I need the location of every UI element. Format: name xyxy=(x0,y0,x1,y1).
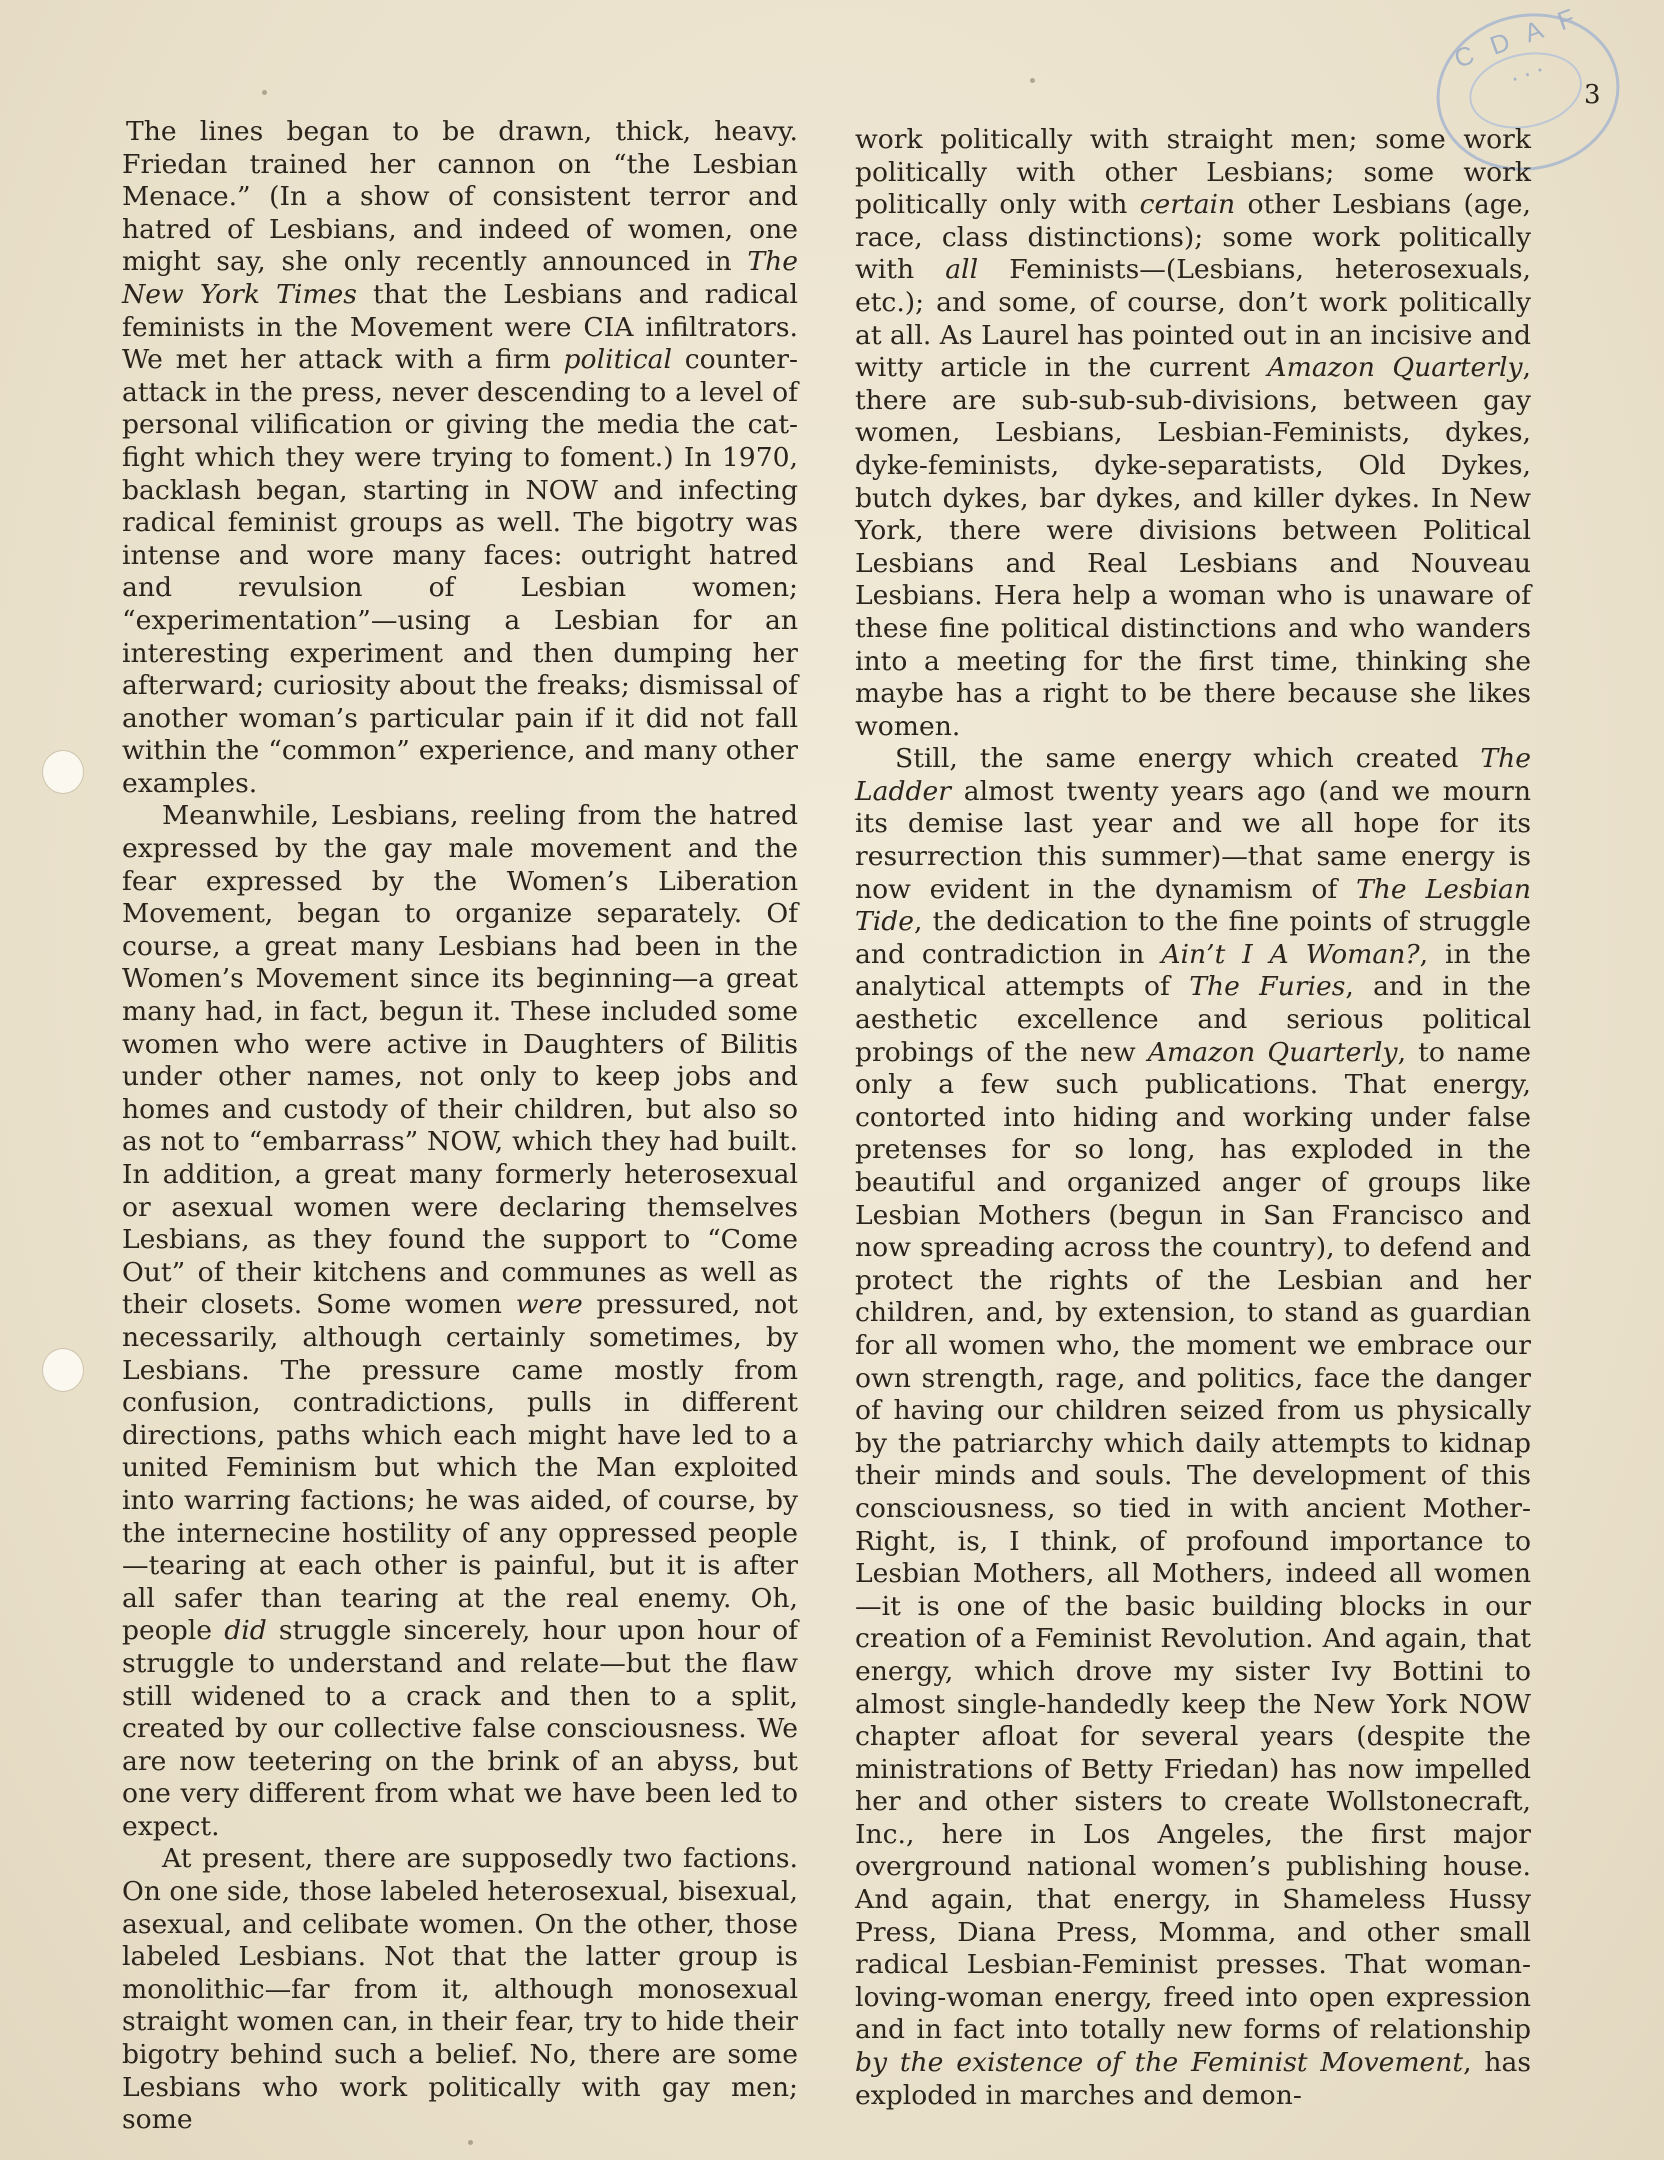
text-run: that the Lesbians and radical feminists in the Movement were CIA infiltrators. We met her attack with a firm xyxy=(122,278,798,376)
italic-text: Amazon Quarterly xyxy=(1147,1036,1398,1068)
italic-text: political xyxy=(563,344,673,376)
text-run: struggle sincerely, hour upon hour of struggle to understand and relate—but the flaw still widened to a crack and then to a split, created by our collective false consciousness. We are now teetering on the brink of an abyss, but one very different from what we have been led to expect. xyxy=(122,1615,798,1842)
paragraph xyxy=(122,800,798,1843)
left-column xyxy=(122,116,798,2137)
italic-text: by the existence of the Feminist Movement xyxy=(855,2047,1464,2079)
text-run: , has exploded in marches and demon- xyxy=(855,2047,1531,2111)
paragraph xyxy=(855,124,1531,743)
text-run: , there are sub-sub-sub-divisions, between gay women, Lesbians, Lesbian-Feminists, dykes, dyke-feminists, dyke-separatists, Old Dykes, butch dykes, bar dykes, and killer dykes. In New York, there were divisions between Political Lesbians and Real Lesbians and Nouveau Lesbians. Hera help a woman who is unaware of these fine political distinctions and who wanders into a meeting for the first time, thinking she maybe has a right to be there because she likes women. xyxy=(855,352,1531,742)
text-run: Feminists—(Lesbians, heterosexuals, etc.); and some, of course, don’t work politically at all. As Laurel has pointed out in an incisive and witty article in the current xyxy=(855,254,1531,384)
italic-text: certain xyxy=(1139,189,1236,221)
stamp-text: C D A F ... xyxy=(1450,0,1585,88)
italic-text: Amazon Quarterly xyxy=(1267,352,1523,384)
print-speck xyxy=(468,2140,473,2145)
text-run: , the dedication to the fine points of struggle and contradiction in xyxy=(855,906,1531,970)
italic-text: The Lesbian Tide xyxy=(855,873,1531,938)
binder-hole-top xyxy=(42,750,84,794)
paragraph xyxy=(122,1843,798,2136)
text-run: The lines began to be drawn, thick, heavy. Friedan trained her cannon on “the Lesbian Menace.” (In a show of consistent terror and hatred of Lesbians, and indeed of women, one might say, she only recently announced in xyxy=(122,116,798,278)
text-run: almost twenty years ago (and we mourn its demise last year and we all hope for its resurrection this summer)—that same energy is now evident in the dynamism of xyxy=(855,775,1531,905)
text-run: other Lesbians (age, race, class distinctions); some work politically with xyxy=(855,189,1531,286)
text-run: At present, there are supposedly two factions. On one side, those labeled heterosexual, bisexual, asexual, and celibate women. On the other, those labeled Lesbians. Not that the latter group is monolithic—far from it, although monosexual straight women can, in their fear, try to hide their bigotry behind such a belief. No, there are some Lesbians who work politically with gay men; some xyxy=(122,1843,798,2136)
italic-text: The Furies xyxy=(1189,971,1346,1003)
paragraph xyxy=(122,116,798,800)
text-run: Still, the same energy which created xyxy=(895,743,1481,775)
print-speck xyxy=(1030,78,1035,83)
text-run: , in the analytical attempts of xyxy=(855,938,1532,1003)
text-run: , to name only a few such publications. That energy, contorted into hiding and working under false pretenses for so long, has exploded in the beautiful and organized anger of groups like Lesbian Mothers (begun in San Francisco and now spreading across the country), to defend and protect the rights of the Lesbian and her children, and, by extension, to stand as guardian for all women who, the moment we embrace our own strength, rage, and politics, face the danger of having our children seized from us physically by the patriarchy which daily attempts to kidnap their minds and souls. The development of this consciousness, so tied in with ancient Mother-Right, is, I think, of profound importance to Lesbian Mothers, all Mothers, indeed all women—it is one of the basic building blocks in our creation of a Feminist Revolution. And again, that energy, which drove my sister Ivy Bottini to almost single-handedly keep the New York NOW chapter afloat for several years (despite the ministrations of Betty Friedan) has now impelled her and other sisters to create Wollstonecraft, Inc., here in Los Angeles, the first major overground national women’s publishing house. And again, that energy, in Shameless Hussy Press, Diana Press, Momma, and other small radical Lesbian-Feminist presses. That woman-loving-woman energy, freed into open expression and in fact into totally new forms of relationship xyxy=(855,1036,1531,2046)
right-column xyxy=(855,124,1531,2112)
print-speck xyxy=(262,90,267,95)
italic-text: Ain’t I A Woman? xyxy=(1161,938,1420,970)
italic-text: The Ladder xyxy=(855,743,1531,807)
italic-text: The New York Times xyxy=(122,246,798,310)
paragraph xyxy=(855,743,1531,2112)
italic-text: did xyxy=(224,1615,267,1647)
page-number: 3 xyxy=(1584,80,1601,110)
binder-hole-bottom xyxy=(42,1348,84,1392)
italic-text: all xyxy=(945,254,979,286)
text-run: Meanwhile, Lesbians, reeling from the hatred expressed by the gay male movement and the fear expressed by the Women’s Liberation Movement, began to organize separately. Of course, a great many Lesbians had been in the Women’s Movement since its beginning—a great many had, in fact, begun it. These included some women who were active in Daughters of Bilitis under other names, not only to keep jobs and homes and custody of their children, but also so as not to “embarrass” NOW, which they had built. In addition, a great many formerly heterosexual or asexual women were declaring themselves Lesbians, as they found the support to “Come Out” of their kitchens and communes as well as their closets. Some women xyxy=(122,800,798,1321)
text-run: work politically with straight men; some work politically with other Lesbians; some work politically only with xyxy=(855,124,1531,221)
italic-text: were xyxy=(515,1289,583,1321)
text-run: pressured, not necessarily, although certainly sometimes, by Lesbians. The pressure came mostly from confusion, contradictions, pulls in different directions, paths which each might have led to a united Feminism but which the Man exploited into warring factions; he was aided, of course, by the internecine hostility of any oppressed people—tearing at each other is painful, but it is after all safer than tearing at the real enemy. Oh, people xyxy=(122,1289,798,1647)
text-run: counter-attack in the press, never descending to a level of personal vilification or giving the media the cat-fight which they were trying to foment.) In 1970, backlash began, starting in NOW and infecting radical feminist groups as well. The bigotry was intense and wore many faces: outright hatred and revulsion of Lesbian women; “experimentation”—using a Lesbian for an interesting experiment and then dumping her afterward; curiosity about the freaks; dismissal of another woman’s particular pain if it did not fall within the “common” experience, and many other examples. xyxy=(122,344,798,799)
text-run: , and in the aesthetic excellence and serious political probings of the new xyxy=(855,971,1531,1068)
